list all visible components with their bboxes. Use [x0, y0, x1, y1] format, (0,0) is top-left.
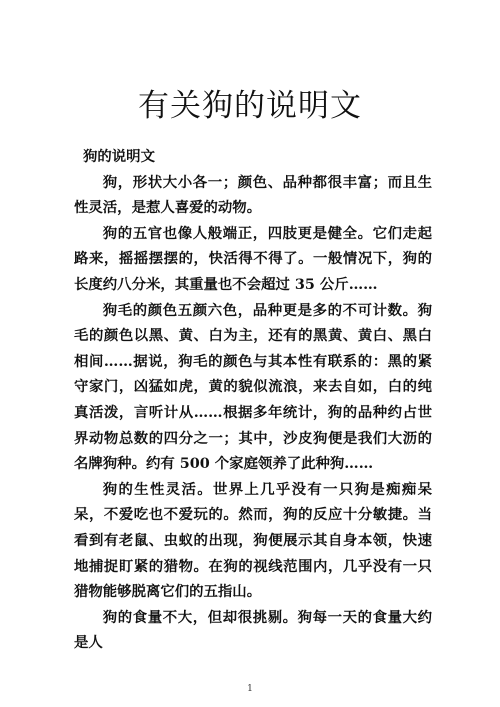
paragraph-3: 狗毛的颜色五颜六色，品种更是多的不可计数。狗毛的颜色以黑、黄、白为主，还有的黑黄、黄白、黑白相间……据说，狗毛的颜色与其本性有联系的：黑的紧守家门，凶猛如虎，黄的貌似流浪，来去自如，白的纯真活泼，言听计从……根据多年统计，狗的品种约占世界动物总数的四分之一；其中，沙皮狗便是我们大沥的名牌狗种。约有 500 个家庭领养了此种狗…… [74, 301, 432, 473]
document-body [74, 144, 432, 656]
document-subtitle: 狗的说明文 [83, 148, 155, 165]
paragraph-4: 狗的生性灵活。世界上几乎没有一只狗是痴痴呆呆，不爱吃也不爱玩的。然而，狗的反应十分敏捷。当看到有老鼠、虫蚁的出现，狗便展示其自身本领，快速地捕捉盯紧的猎物。在狗的视线范围内，几乎没有一只猎物能够脱离它们的五指山。 [74, 480, 432, 601]
document-title: 有关狗的说明文 [138, 88, 362, 124]
paragraph-2: 狗的五官也像人般端正，四肢更是健全。它们走起路来，摇摇摆摆的，快活得不得了。一般情况下，狗的长度约八分米，其重量也不会超过 35 公斤…… [74, 224, 432, 293]
page-number: 1 [247, 684, 253, 694]
paragraph-1: 狗，形状大小各一；颜色、品种都很丰富；而且生性灵活，是惹人喜爱的动物。 [74, 173, 432, 217]
paragraph-5: 狗的食量不大，但却很挑剔。狗每一天的食量大约是人 [74, 608, 432, 652]
